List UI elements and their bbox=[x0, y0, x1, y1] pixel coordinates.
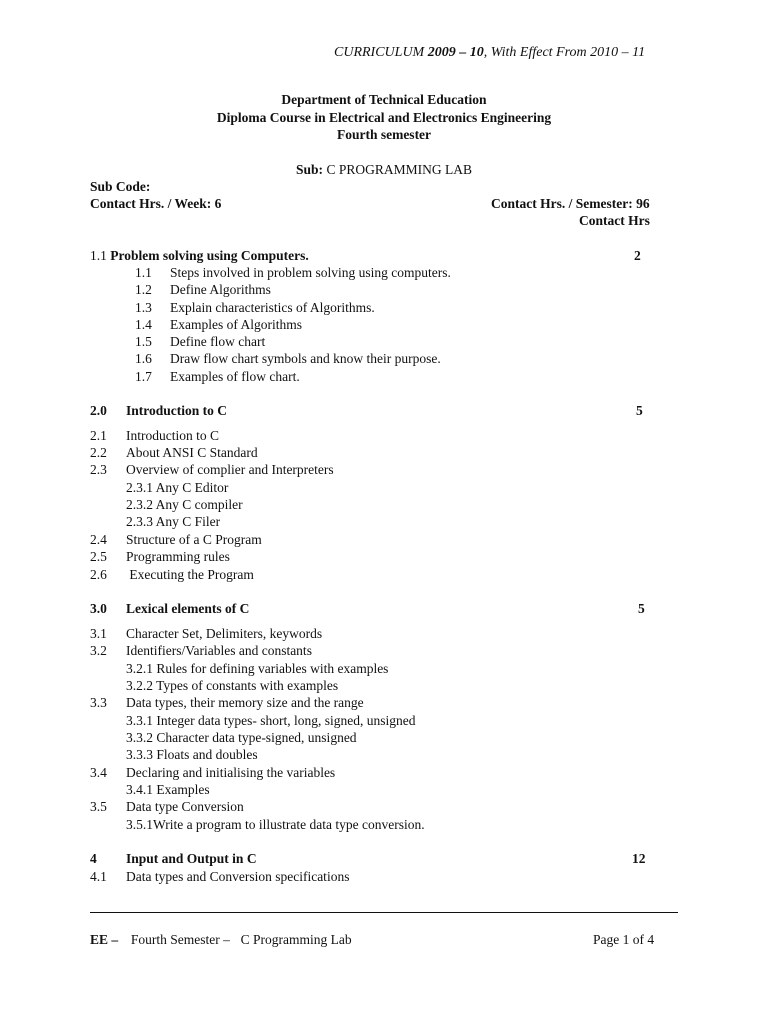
list-item-num: 2.1 bbox=[90, 428, 107, 443]
footer-left bbox=[90, 932, 352, 948]
sub-item: 3.2.2 Types of constants with examples bbox=[126, 678, 339, 693]
list-item-num: 2.4 bbox=[90, 532, 107, 547]
list-item-text: Draw flow chart symbols and know their purpose. bbox=[170, 351, 441, 366]
section-heading bbox=[90, 248, 309, 264]
list-item-num: 3.1 bbox=[90, 626, 107, 641]
list-item-num: 1.7 bbox=[135, 369, 152, 384]
list-item-text: Structure of a C Program bbox=[126, 532, 262, 547]
list-item-text: Identifiers/Variables and constants bbox=[126, 643, 312, 658]
list-item-num: 2.5 bbox=[90, 549, 107, 564]
list-item-text: Steps involved in problem solving using computers. bbox=[170, 265, 451, 280]
curriculum-label: CURRICULUM bbox=[334, 45, 428, 60]
list-item-text: Executing the Program bbox=[126, 567, 254, 582]
list-item-text: Data types and Conversion specifications bbox=[126, 869, 350, 884]
section-title: Input and Output in C bbox=[126, 851, 257, 866]
section-number: 4 bbox=[90, 851, 97, 866]
section-number: 2.0 bbox=[90, 403, 107, 418]
section-title: Introduction to C bbox=[126, 403, 228, 418]
list-item-text: About ANSI C Standard bbox=[126, 445, 258, 460]
section-hours: 5 bbox=[636, 403, 643, 418]
curriculum-header bbox=[334, 45, 645, 61]
list-item-text: Examples of Algorithms bbox=[170, 317, 302, 332]
list-item-num: 1.2 bbox=[135, 282, 152, 297]
list-item-text: Define flow chart bbox=[170, 334, 266, 349]
list-item-text: Explain characteristics of Algorithms. bbox=[170, 300, 375, 315]
section-hours: 5 bbox=[638, 601, 645, 616]
list-item-num: 4.1 bbox=[90, 869, 107, 884]
subject-line bbox=[0, 162, 768, 178]
sub-item: 3.3.1 Integer data types- short, long, signed, unsigned bbox=[126, 713, 416, 728]
list-item-num: 2.2 bbox=[90, 445, 107, 460]
subject-name: C PROGRAMMING LAB bbox=[326, 162, 472, 177]
semester-title: Fourth semester bbox=[336, 127, 432, 142]
section-hours: 12 bbox=[632, 851, 646, 866]
footer-semester: Fourth Semester – bbox=[130, 932, 230, 947]
list-item-text: Data types, their memory size and the range bbox=[126, 695, 364, 710]
list-item-num: 1.3 bbox=[135, 300, 152, 315]
list-item-text: Declaring and initialising the variables bbox=[126, 765, 336, 780]
list-item-text: Define Algorithms bbox=[170, 282, 271, 297]
section-title: Lexical elements of C bbox=[126, 601, 250, 616]
effect-text: , With Effect From 2010 – 11 bbox=[483, 45, 646, 60]
sub-item: 3.2.1 Rules for defining variables with examples bbox=[126, 661, 389, 676]
list-item-num: 3.3 bbox=[90, 695, 107, 710]
contact-hours-week: Contact Hrs. / Week: 6 bbox=[90, 196, 222, 211]
department-title: Department of Technical Education bbox=[281, 92, 487, 107]
list-item-num: 1.1 bbox=[135, 265, 152, 280]
sub-item: 3.5.1Write a program to illustrate data type conversion. bbox=[126, 817, 425, 832]
sub-item: 3.3.2 Character data type-signed, unsigned bbox=[126, 730, 357, 745]
footer-ee: EE – bbox=[90, 932, 119, 947]
list-item-num: 1.5 bbox=[135, 334, 152, 349]
list-item-num: 2.6 bbox=[90, 567, 107, 582]
sub-item: 3.4.1 Examples bbox=[126, 782, 210, 797]
contact-hours-label: Contact Hrs bbox=[579, 213, 650, 228]
sub-item: 2.3.1 Any C Editor bbox=[126, 480, 229, 495]
contact-hours-semester: Contact Hrs. / Semester: 96 bbox=[491, 196, 650, 211]
section-hours: 2 bbox=[634, 248, 641, 263]
list-item-text: Programming rules bbox=[126, 549, 230, 564]
list-item-text: Examples of flow chart. bbox=[170, 369, 300, 384]
list-item-num: 1.4 bbox=[135, 317, 152, 332]
footer-divider bbox=[90, 912, 678, 913]
sub-item: 2.3.3 Any C Filer bbox=[126, 514, 221, 529]
footer-course: C Programming Lab bbox=[240, 932, 352, 947]
curriculum-years: 2009 – 10 bbox=[427, 45, 484, 60]
course-title: Diploma Course in Electrical and Electronics Engineering bbox=[216, 110, 552, 125]
sub-item: 3.3.3 Floats and doubles bbox=[126, 747, 258, 762]
subject-prefix: Sub: bbox=[296, 162, 327, 177]
list-item-text: Character Set, Delimiters, keywords bbox=[126, 626, 323, 641]
section-number: 3.0 bbox=[90, 601, 107, 616]
section-title: Problem solving using Computers. bbox=[110, 248, 309, 263]
list-item-text: Data type Conversion bbox=[126, 799, 244, 814]
page-number: Page 1 of 4 bbox=[593, 932, 655, 947]
list-item-num: 3.5 bbox=[90, 799, 107, 814]
list-item-text: Overview of complier and Interpreters bbox=[126, 462, 334, 477]
list-item-num: 2.3 bbox=[90, 462, 107, 477]
sub-item: 2.3.2 Any C compiler bbox=[126, 497, 243, 512]
list-item-num: 3.2 bbox=[90, 643, 107, 658]
list-item-text: Introduction to C bbox=[126, 428, 219, 443]
list-item-num: 3.4 bbox=[90, 765, 107, 780]
section-number: 1.1 bbox=[90, 248, 111, 263]
list-item-num: 1.6 bbox=[135, 351, 152, 366]
sub-code: Sub Code: bbox=[90, 179, 151, 194]
